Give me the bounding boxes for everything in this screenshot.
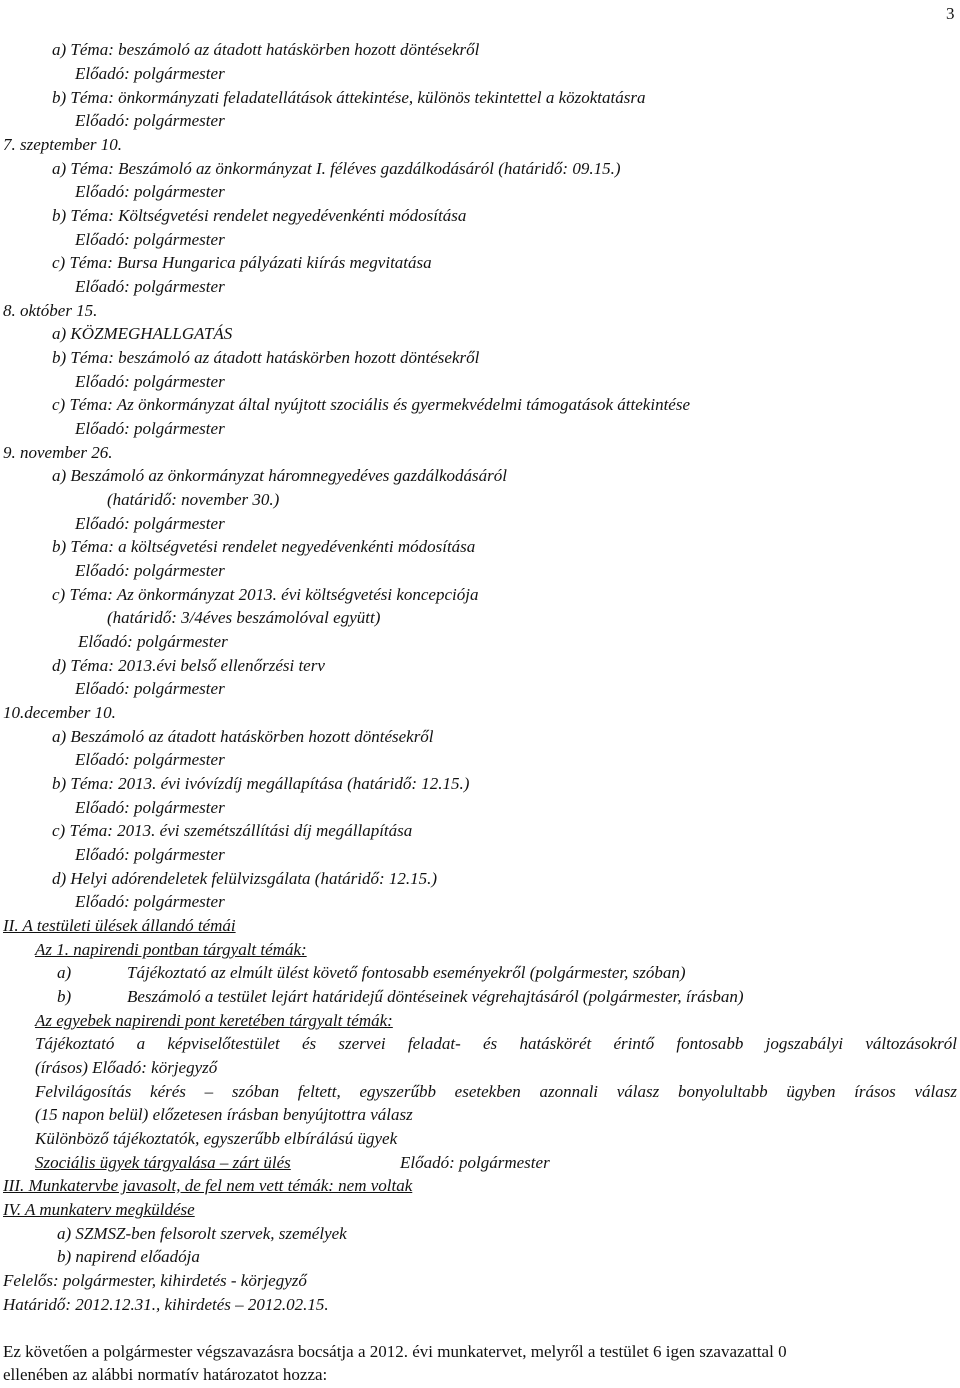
presenter-line: Előadó: polgármester xyxy=(75,111,225,130)
agenda-item: d) Téma: 2013.évi belső ellenőrzési terv xyxy=(52,656,325,675)
body-paragraph-line: (írásos) Előadó: körjegyző xyxy=(35,1058,218,1077)
meeting-date: 9. november 26. xyxy=(3,443,113,462)
presenter-line: Előadó: polgármester xyxy=(75,372,225,391)
agenda-item: a) Téma: beszámoló az átadott hatáskörben hozott döntésekről xyxy=(52,40,480,59)
agenda-item: c) Téma: 2013. évi szemétszállítási díj megállapítása xyxy=(52,821,413,840)
agenda-item: b) Téma: beszámoló az átadott hatáskörben hozott döntésekről xyxy=(52,348,480,367)
list-marker: b) xyxy=(57,987,72,1006)
agenda-item: a) Beszámoló az átadott hatáskörben hozott döntésekről xyxy=(52,727,434,746)
presenter-line: Előadó: polgármester xyxy=(75,845,225,864)
deadline-line: (határidő: november 30.) xyxy=(107,490,280,509)
deadline-line: (határidő: 3/4éves beszámolóval együtt) xyxy=(107,608,381,627)
agenda-item: a) Beszámoló az önkormányzat háromnegyedéves gazdálkodásáról xyxy=(52,466,507,485)
section-heading: II. A testületi ülések állandó témái xyxy=(3,916,236,935)
presenter-line: Előadó: polgármester xyxy=(75,750,225,769)
meeting-date: 10.december 10. xyxy=(3,703,116,722)
body-paragraph-line: Különböző tájékoztatók, egyszerűbb elbírálású ügyek xyxy=(35,1129,398,1148)
agenda-item: b) Téma: a költségvetési rendelet negyedévenkénti módosítása xyxy=(52,537,476,556)
list-item: Beszámoló a testület lejárt határidejű döntéseinek végrehajtásáról (polgármester, írásban) xyxy=(127,987,744,1006)
deadline-line: Határidő: 2012.12.31., kihirdetés – 2012.02.15. xyxy=(3,1295,329,1314)
list-item: a) SZMSZ-ben felsorolt szervek, személyek xyxy=(57,1224,347,1243)
agenda-item: d) Helyi adórendeletek felülvizsgálata (határidő: 12.15.) xyxy=(52,869,438,888)
presenter-line: Előadó: polgármester xyxy=(400,1153,550,1172)
closing-paragraph-line: Ez követően a polgármester végszavazásra bocsátja a 2012. évi munkatervet, melyről a testület 6 igen szavazattal 0 xyxy=(3,1342,787,1361)
list-item: b) napirend előadója xyxy=(57,1247,200,1266)
page-number: 3 xyxy=(946,4,955,23)
agenda-item: c) Téma: Az önkormányzat által nyújtott szociális és gyermekvédelmi támogatások áttekintése xyxy=(52,395,690,414)
closing-paragraph-line: ellenében az alábbi normatív határozatot hozza: xyxy=(3,1365,328,1384)
agenda-item: b) Téma: Költségvetési rendelet negyedévenkénti módosítása xyxy=(52,206,467,225)
agenda-item: a) Téma: Beszámoló az önkormányzat I. féléves gazdálkodásáról (határidő: 09.15.) xyxy=(52,159,621,178)
responsible-line: Felelős: polgármester, kihirdetés - körjegyző xyxy=(3,1271,307,1290)
body-paragraph-line: (15 napon belül) előzetesen írásban benyújtottra válasz xyxy=(35,1105,413,1124)
section-heading: III. Munkatervbe javasolt, de fel nem vett témák: nem voltak xyxy=(3,1176,413,1195)
presenter-line: Előadó: polgármester xyxy=(75,419,225,438)
presenter-line: Előadó: polgármester xyxy=(75,514,225,533)
presenter-line: Előadó: polgármester xyxy=(75,679,225,698)
presenter-line: Előadó: polgármester xyxy=(75,64,225,83)
meeting-date: 8. október 15. xyxy=(3,301,98,320)
subsection-heading: Az egyebek napirendi pont keretében tárgyalt témák: xyxy=(35,1011,393,1030)
agenda-item: c) Téma: Az önkormányzat 2013. évi költségvetési koncepciója xyxy=(52,585,479,604)
body-paragraph-line: Felvilágosítás kérés – szóban feltett, egyszerűbb esetekben azonnali válasz bonyolultabb ügyben írásos válasz xyxy=(35,1082,957,1101)
agenda-item: b) Téma: 2013. évi ivóvízdíj megállapítása (határidő: 12.15.) xyxy=(52,774,470,793)
body-paragraph-line: Tájékoztató a képviselőtestület és szervei feladat- és hatáskörét érintő fontosabb jogszabályi változásokról xyxy=(35,1034,957,1053)
subsection-heading: Az 1. napirendi pontban tárgyalt témák: xyxy=(35,940,307,959)
presenter-line: Előadó: polgármester xyxy=(75,561,225,580)
presenter-line: Előadó: polgármester xyxy=(75,230,225,249)
meeting-date: 7. szeptember 10. xyxy=(3,135,122,154)
agenda-item: a) KÖZMEGHALLGATÁS xyxy=(52,324,233,343)
presenter-line: Előadó: polgármester xyxy=(78,632,228,651)
section-heading: IV. A munkaterv megküldése xyxy=(3,1200,195,1219)
presenter-line: Előadó: polgármester xyxy=(75,892,225,911)
closed-session-item: Szociális ügyek tárgyalása – zárt ülés xyxy=(35,1153,291,1172)
list-item: Tájékoztató az elmúlt ülést követő fontosabb eseményekről (polgármester, szóban) xyxy=(127,963,686,982)
presenter-line: Előadó: polgármester xyxy=(75,182,225,201)
presenter-line: Előadó: polgármester xyxy=(75,277,225,296)
presenter-line: Előadó: polgármester xyxy=(75,798,225,817)
agenda-item: c) Téma: Bursa Hungarica pályázati kiírás megvitatása xyxy=(52,253,432,272)
list-marker: a) xyxy=(57,963,72,982)
agenda-item: b) Téma: önkormányzati feladatellátások áttekintése, különös tekintettel a közoktatásra xyxy=(52,88,646,107)
